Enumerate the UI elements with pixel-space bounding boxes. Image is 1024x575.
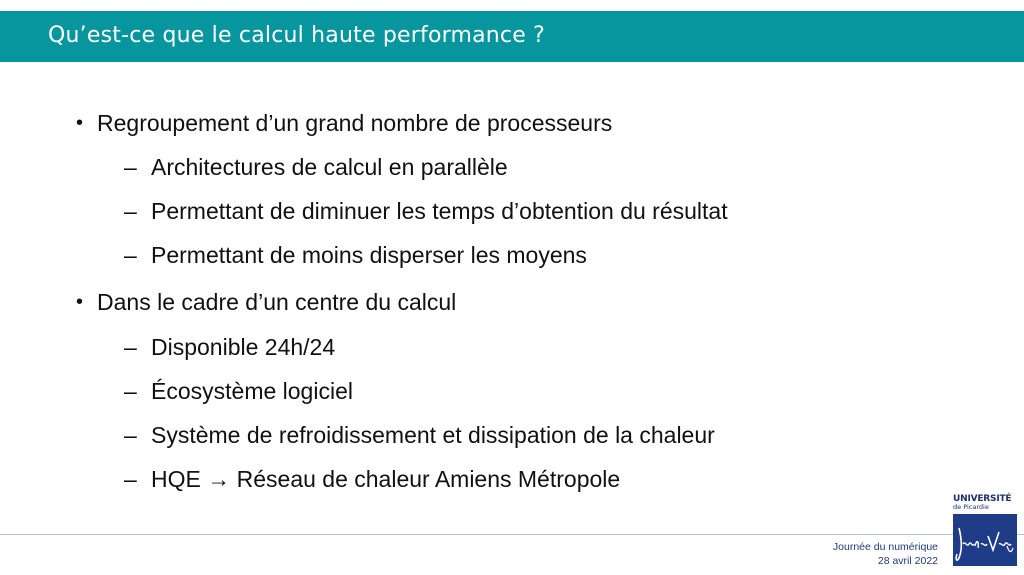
sub-bullet-text: HQE → Réseau de chaleur Amiens Métropole: [151, 466, 621, 492]
footer-date: 28 avril 2022: [877, 555, 938, 567]
sub-bullet-1-3: [124, 242, 587, 269]
university-logo: [953, 494, 1017, 566]
sub-bullet-2-4: [124, 466, 620, 493]
sub-bullet-text: Permettant de moins disperser les moyens: [151, 242, 587, 268]
dash-marker: –: [124, 466, 137, 492]
logo-signature-box: [953, 514, 1017, 566]
bullet-marker: •: [76, 112, 84, 134]
sub-bullet-2-1: [124, 334, 335, 361]
logo-picardie: de Picardie: [953, 503, 989, 511]
bullet-text: Dans le cadre d’un centre du calcul: [97, 289, 457, 315]
sub-bullet-text: Architectures de calcul en parallèle: [151, 154, 508, 180]
slide-title: Qu’est-ce que le calcul haute performance ?: [48, 23, 546, 48]
footer-event: Journée du numérique: [832, 541, 938, 553]
footer-divider: [0, 534, 1024, 535]
sub-bullet-2-3: [124, 422, 715, 449]
footer: [833, 540, 938, 568]
sub-bullet-1-1: [124, 154, 508, 181]
sub-bullet-2-2: [124, 378, 353, 405]
dash-marker: –: [124, 242, 137, 268]
dash-marker: –: [124, 378, 137, 404]
sub-bullet-text: Permettant de diminuer les temps d’obtention du résultat: [151, 198, 728, 224]
bullet-1: [76, 110, 612, 137]
sub-bullet-text: Disponible 24h/24: [151, 334, 336, 360]
sub-bullet-text: Système de refroidissement et dissipation de la chaleur: [151, 422, 715, 448]
logo-university: UNIVERSITÉ: [953, 494, 1012, 504]
bullet-marker: •: [76, 291, 84, 313]
dash-marker: –: [124, 334, 137, 360]
bullet-text: Regroupement d’un grand nombre de processeurs: [97, 110, 613, 136]
sub-bullet-text: Écosystème logiciel: [151, 378, 353, 404]
jules-verne-signature-icon: [953, 514, 1017, 566]
sub-bullet-1-2: [124, 198, 728, 225]
dash-marker: –: [124, 154, 137, 180]
bullet-2: [76, 289, 456, 316]
title-bar: [0, 11, 1024, 62]
dash-marker: –: [124, 198, 137, 224]
dash-marker: –: [124, 422, 137, 448]
